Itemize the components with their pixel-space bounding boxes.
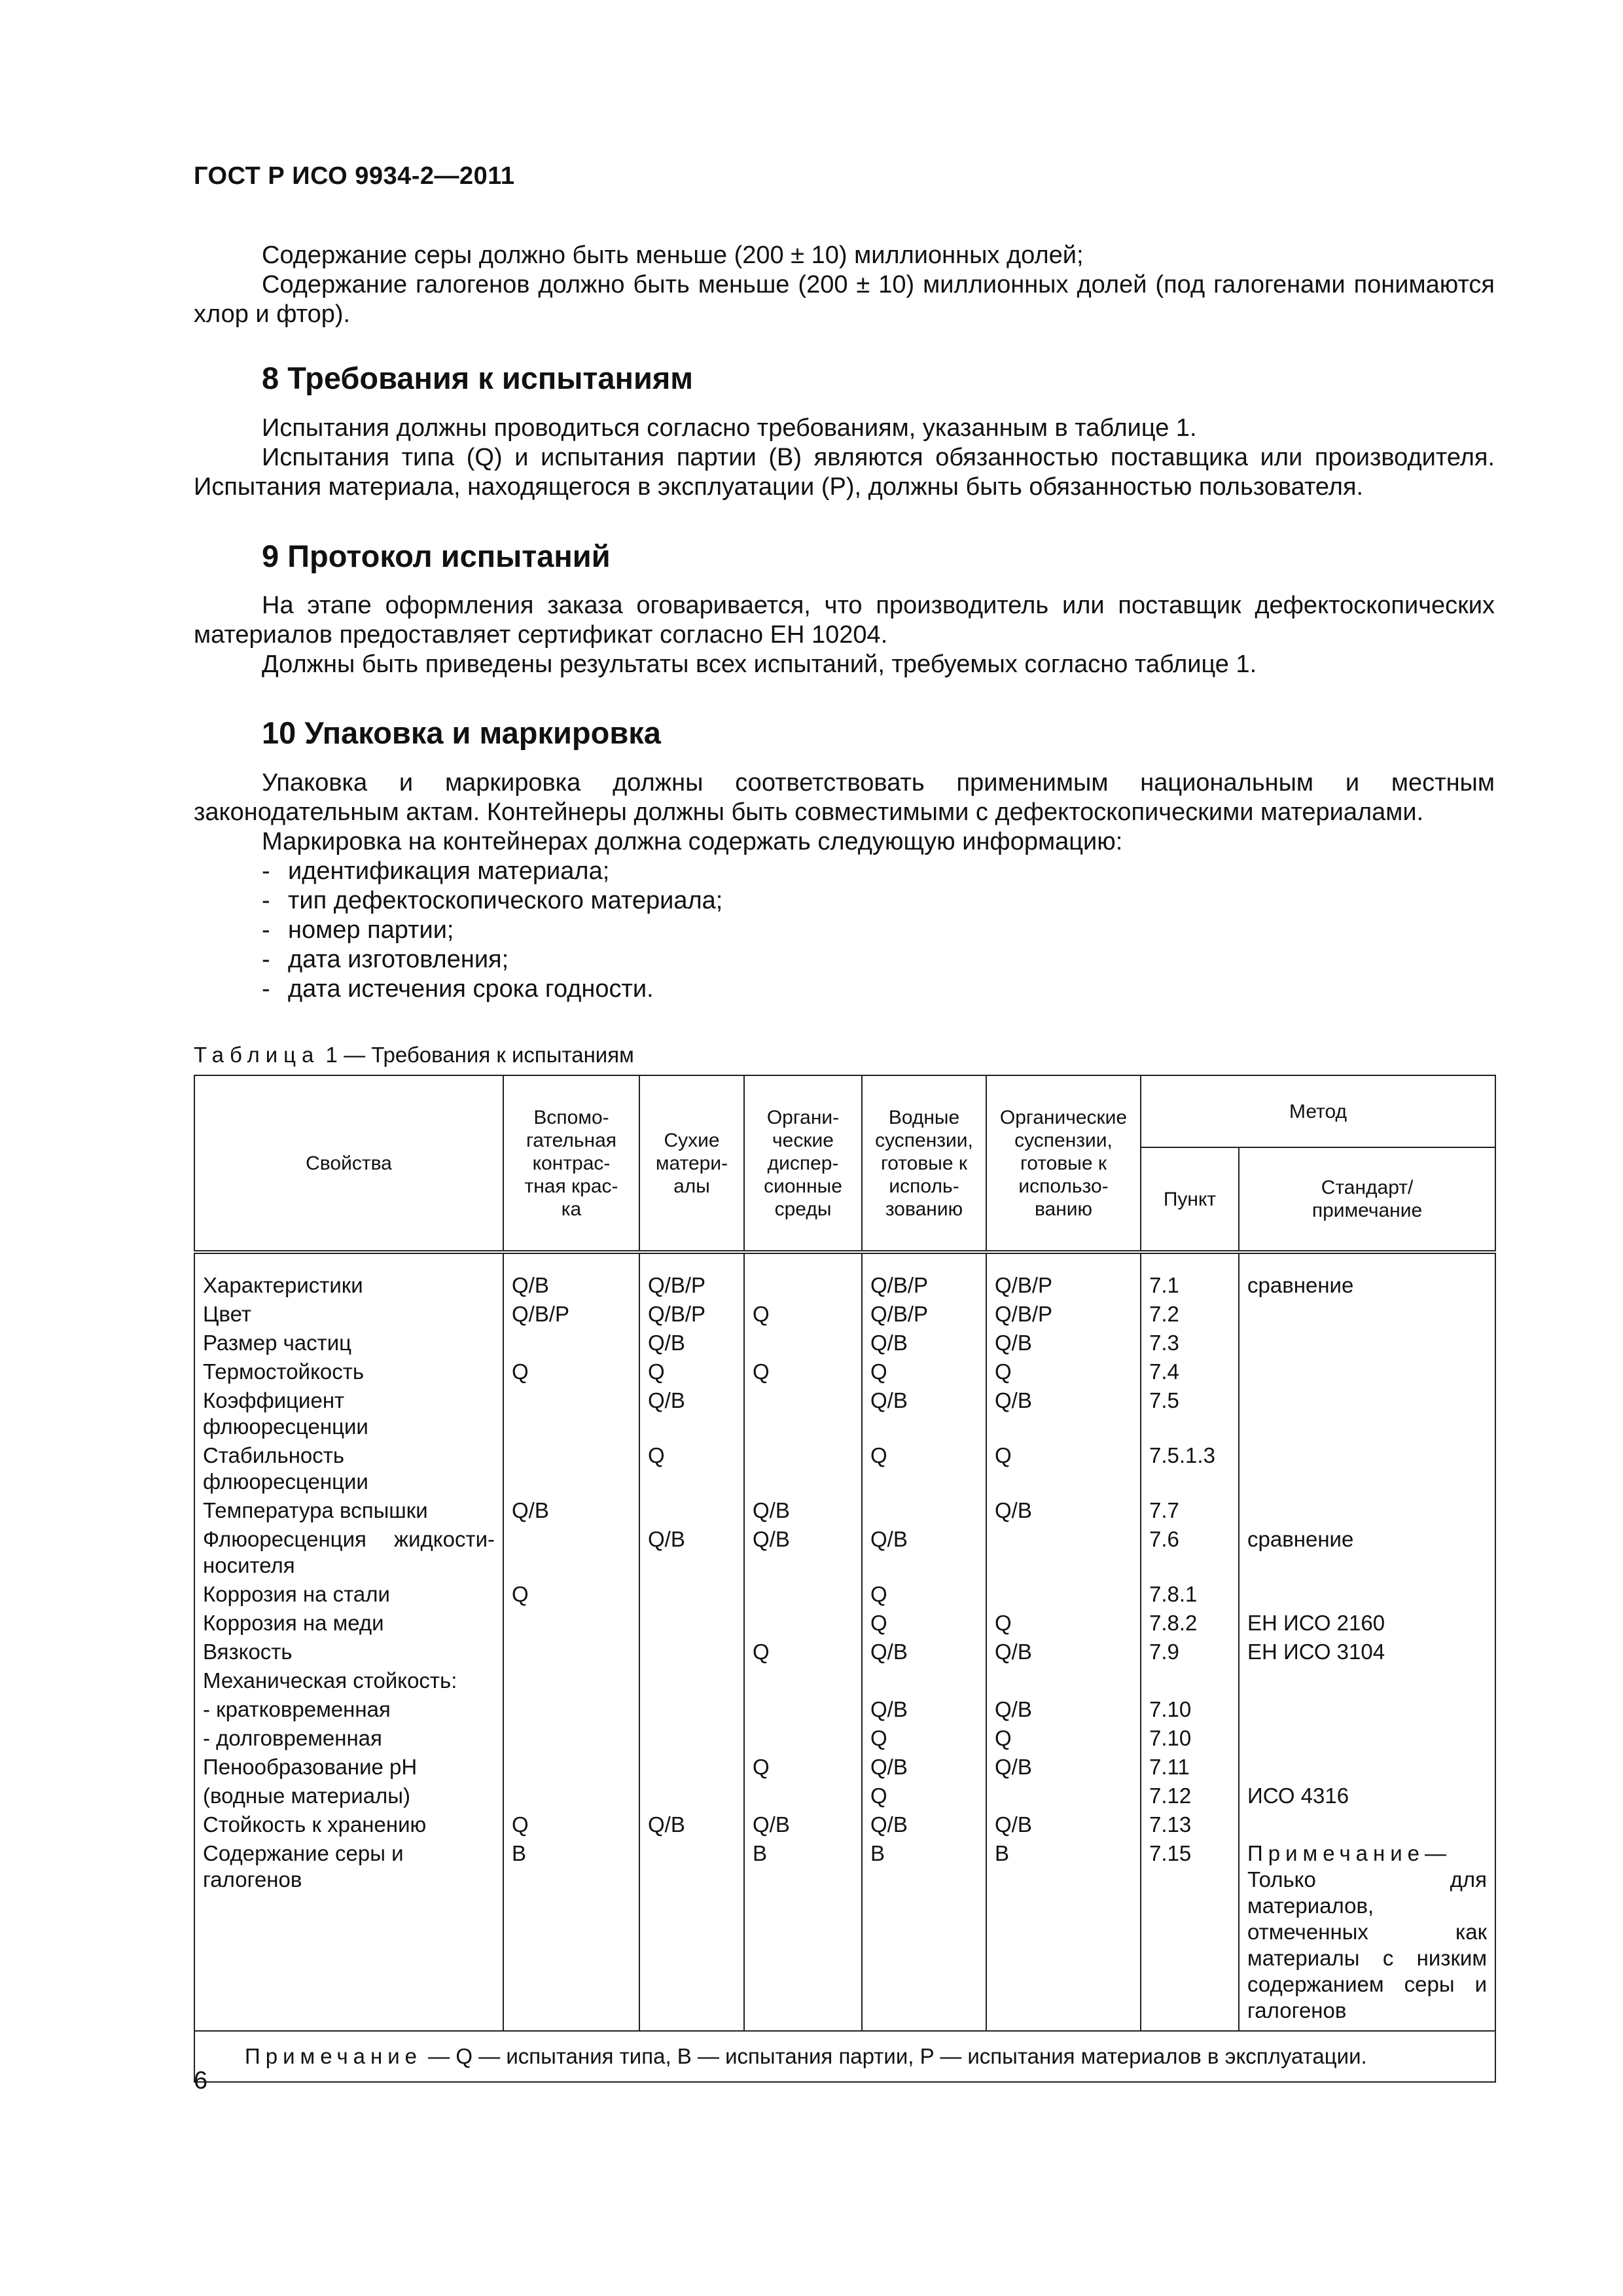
cell-value <box>639 1607 744 1636</box>
cell-standard <box>1239 1356 1495 1385</box>
cell-standard <box>1239 1665 1495 1694</box>
cell-value <box>744 1327 862 1356</box>
cell-point: 7.2 <box>1141 1299 1239 1327</box>
cell-standard <box>1239 1694 1495 1723</box>
cell-property: Цвет <box>194 1299 503 1327</box>
cell-value: Q/B <box>986 1495 1141 1524</box>
header-contrast-paint: Вспомо- гательная контрас- тная крас- ка <box>503 1075 639 1252</box>
document-header: ГОСТ Р ИСО 9934-2—2011 <box>194 162 515 190</box>
table-row <box>194 1723 1495 1751</box>
cell-point: 7.3 <box>1141 1327 1239 1356</box>
table-row <box>194 1495 1495 1524</box>
cell-property: - долговременная <box>194 1723 503 1751</box>
section-9-title: 9 Протокол испытаний <box>262 539 611 573</box>
cell-point: 7.7 <box>1141 1495 1239 1524</box>
cell-value <box>503 1440 639 1495</box>
cell-value <box>639 1579 744 1607</box>
table-row <box>194 1751 1495 1780</box>
cell-value: Q <box>639 1356 744 1385</box>
cell-property: - кратковременная <box>194 1694 503 1723</box>
page-number: 6 <box>194 2067 208 2094</box>
cell-point: 7.9 <box>1141 1636 1239 1665</box>
cell-standard <box>1239 1723 1495 1751</box>
requirements-table <box>194 1075 1496 2083</box>
table-row <box>194 1299 1495 1327</box>
cell-value <box>639 1694 744 1723</box>
table-row <box>194 1780 1495 1809</box>
header-standard: Стандарт/ примечание <box>1239 1147 1495 1252</box>
cell-property: Стойкость к хранению <box>194 1809 503 1838</box>
cell-value <box>639 1636 744 1665</box>
section-9-paragraph-1: На этапе оформления заказа оговаривается, что производитель или поставщик дефектоскопических материалов предоставляет сертификат согласно ЕН 10204. <box>194 592 1495 649</box>
table-row <box>194 1665 1495 1694</box>
cell-property: Вязкость <box>194 1636 503 1665</box>
cell-property: Пенообразование pH <box>194 1751 503 1780</box>
cell-value: Q/B/P <box>862 1299 986 1327</box>
cell-value <box>744 1579 862 1607</box>
cell-value: Q/B <box>986 1809 1141 1838</box>
cell-value <box>503 1780 639 1809</box>
cell-standard-note <box>1239 1838 1495 2031</box>
section-10-title: 10 Упаковка и маркировка <box>262 715 661 750</box>
cell-point: 7.10 <box>1141 1723 1239 1751</box>
footnote-word: Примечание <box>245 2044 423 2068</box>
cell-value: Q/B <box>639 1385 744 1440</box>
cell-property: Флюоресценция жидкости-носителя <box>194 1524 503 1579</box>
cell-value: Q <box>862 1780 986 1809</box>
cell-value <box>744 1607 862 1636</box>
cell-value: B <box>862 1838 986 2031</box>
cell-standard <box>1239 1751 1495 1780</box>
cell-standard <box>1239 1299 1495 1327</box>
cell-value: Q/B <box>639 1809 744 1838</box>
cell-value: Q <box>862 1356 986 1385</box>
section-8-paragraph-2: Испытания типа (Q) и испытания партии (B) являются обязанностью поставщика или производителя. Испытания материала, находящегося в эксплуатации (P), должны быть обязанностью пользователя. <box>194 444 1495 501</box>
cell-value <box>744 1780 862 1809</box>
cell-value: Q <box>744 1636 862 1665</box>
cell-point: 7.5.1.3 <box>1141 1440 1239 1495</box>
cell-property: (водные материалы) <box>194 1780 503 1809</box>
section-10-paragraph-2: Маркировка на контейнерах должна содержать следующую информацию: <box>262 828 1123 855</box>
table-row <box>194 1385 1495 1440</box>
cell-value <box>744 1440 862 1495</box>
cell-standard <box>1239 1579 1495 1607</box>
cell-value: Q <box>503 1579 639 1607</box>
cell-value <box>503 1385 639 1440</box>
table-row <box>194 1607 1495 1636</box>
cell-value <box>639 1665 744 1694</box>
cell-value: Q <box>862 1607 986 1636</box>
cell-value: Q/B <box>862 1636 986 1665</box>
cell-standard <box>1239 1385 1495 1440</box>
header-organic-suspensions: Органические суспензии, готовые к использо- ванию <box>986 1075 1141 1252</box>
cell-value: B <box>503 1838 639 2031</box>
cell-property: Содержание серы и галогенов <box>194 1838 503 2031</box>
header-properties: Свойства <box>194 1075 503 1252</box>
cell-value: Q/B/P <box>986 1299 1141 1327</box>
list-item: - тип дефектоскопического материала; <box>262 886 1495 916</box>
cell-value: Q/B/P <box>986 1252 1141 1299</box>
cell-value: Q <box>639 1440 744 1495</box>
cell-point <box>1141 1665 1239 1694</box>
cell-value: Q/B <box>862 1524 986 1579</box>
cell-property: Стабильность флюоресценции <box>194 1440 503 1495</box>
cell-value <box>503 1607 639 1636</box>
table-row <box>194 1327 1495 1356</box>
cell-value: Q/B/P <box>639 1299 744 1327</box>
table-caption-text: 1 — Требования к испытаниям <box>319 1043 634 1067</box>
cell-value <box>503 1723 639 1751</box>
cell-value: Q <box>986 1607 1141 1636</box>
cell-value: Q/B <box>986 1327 1141 1356</box>
cell-value: Q/B <box>862 1385 986 1440</box>
cell-value: Q/B <box>986 1751 1141 1780</box>
table-row <box>194 1838 1495 2031</box>
table-row <box>194 1440 1495 1495</box>
section-10-paragraph-1: Упаковка и маркировка должны соответствовать применимым национальным и местным законодательным актам. Контейнеры должны быть совместимыми с дефектоскопическими материалами. <box>194 769 1495 826</box>
cell-value <box>862 1665 986 1694</box>
marking-list <box>194 857 1495 1004</box>
cell-value: Q <box>503 1809 639 1838</box>
cell-value <box>744 1252 862 1299</box>
cell-point: 7.8.1 <box>1141 1579 1239 1607</box>
cell-point: 7.15 <box>1141 1838 1239 2031</box>
section-9-paragraph-2: Должны быть приведены результаты всех испытаний, требуемых согласно таблице 1. <box>262 651 1257 678</box>
section-9-body <box>194 591 1495 679</box>
cell-value <box>639 1495 744 1524</box>
cell-value: Q <box>986 1356 1141 1385</box>
cell-value: Q/B <box>639 1524 744 1579</box>
cell-value <box>503 1636 639 1665</box>
table-row <box>194 1356 1495 1385</box>
table-row <box>194 1524 1495 1579</box>
cell-point: 7.6 <box>1141 1524 1239 1579</box>
section-8-body <box>194 414 1495 502</box>
header-point: Пункт <box>1141 1147 1239 1252</box>
header-water-suspensions: Водные суспензии, готовые к исполь- зованию <box>862 1075 986 1252</box>
header-dry-materials: Сухие матери- алы <box>639 1075 744 1252</box>
cell-value <box>744 1665 862 1694</box>
cell-value <box>744 1694 862 1723</box>
cell-value: B <box>744 1838 862 2031</box>
table-footnote-row <box>194 2031 1495 2082</box>
cell-standard: сравнение <box>1239 1252 1495 1299</box>
cell-value <box>986 1524 1141 1579</box>
cell-point: 7.10 <box>1141 1694 1239 1723</box>
cell-property: Размер частиц <box>194 1327 503 1356</box>
cell-value: Q/B/P <box>639 1252 744 1299</box>
cell-value: Q/B <box>862 1694 986 1723</box>
cell-point: 7.13 <box>1141 1809 1239 1838</box>
cell-value <box>986 1665 1141 1694</box>
section-8-title: 8 Требования к испытаниям <box>262 361 694 395</box>
list-item: - номер партии; <box>262 916 1495 945</box>
cell-standard: ЕН ИСО 3104 <box>1239 1636 1495 1665</box>
cell-standard <box>1239 1809 1495 1838</box>
cell-value: Q <box>862 1723 986 1751</box>
cell-value: Q/B <box>744 1524 862 1579</box>
cell-value: Q/B <box>503 1495 639 1524</box>
cell-value: Q <box>744 1299 862 1327</box>
table-row <box>194 1252 1495 1299</box>
cell-standard <box>1239 1327 1495 1356</box>
cell-point: 7.12 <box>1141 1780 1239 1809</box>
cell-value: Q/B <box>503 1252 639 1299</box>
list-item: - дата истечения срока годности. <box>262 975 1495 1004</box>
note-word: Примечание <box>1247 1841 1425 1865</box>
cell-point: 7.11 <box>1141 1751 1239 1780</box>
cell-value: Q/B <box>986 1694 1141 1723</box>
cell-value <box>503 1665 639 1694</box>
section-10-body <box>194 768 1495 1004</box>
cell-value <box>639 1780 744 1809</box>
cell-value <box>639 1751 744 1780</box>
cell-value <box>503 1524 639 1579</box>
cell-value: Q <box>503 1356 639 1385</box>
list-item: - дата изготовления; <box>262 945 1495 975</box>
cell-property: Коэффициент флюоресценции <box>194 1385 503 1440</box>
cell-point: 7.1 <box>1141 1252 1239 1299</box>
cell-value: Q <box>744 1356 862 1385</box>
cell-value: Q/B <box>986 1385 1141 1440</box>
cell-value <box>639 1838 744 2031</box>
table-row <box>194 1636 1495 1665</box>
intro-paragraph-1: Содержание серы должно быть меньше (200 ± 10) миллионных долей; <box>262 242 1084 269</box>
cell-point: 7.8.2 <box>1141 1607 1239 1636</box>
cell-value: Q <box>744 1751 862 1780</box>
cell-value <box>862 1495 986 1524</box>
cell-value: Q <box>862 1440 986 1495</box>
cell-property: Механическая стойкость: <box>194 1665 503 1694</box>
cell-value <box>639 1723 744 1751</box>
cell-property: Коррозия на стали <box>194 1579 503 1607</box>
cell-property: Коррозия на меди <box>194 1607 503 1636</box>
cell-value <box>503 1694 639 1723</box>
cell-value: Q/B <box>744 1809 862 1838</box>
cell-value: Q <box>986 1723 1141 1751</box>
table-row <box>194 1579 1495 1607</box>
list-item: - идентификация материала; <box>262 857 1495 886</box>
cell-value: Q/B <box>862 1809 986 1838</box>
cell-standard: ИСО 4316 <box>1239 1780 1495 1809</box>
section-8-paragraph-1: Испытания должны проводиться согласно требованиям, указанным в таблице 1. <box>262 414 1197 442</box>
cell-value: Q/B <box>744 1495 862 1524</box>
cell-value <box>744 1385 862 1440</box>
cell-value: Q/B/P <box>503 1299 639 1327</box>
cell-standard <box>1239 1495 1495 1524</box>
cell-standard: сравнение <box>1239 1524 1495 1579</box>
intro-paragraph-2: Содержание галогенов должно быть меньше (200 ± 10) миллионных долей (под галогенами понимаются хлор и фтор). <box>194 271 1495 328</box>
table-caption-word: Таблица <box>194 1043 320 1067</box>
cell-value: B <box>986 1838 1141 2031</box>
cell-value <box>986 1780 1141 1809</box>
note-text: — Только для материалов, отмеченных как материалы с низким содержанием серы и галогенов <box>1247 1841 1488 2022</box>
table-footnote <box>194 2031 1495 2082</box>
cell-property: Характеристики <box>194 1252 503 1299</box>
cell-value <box>503 1751 639 1780</box>
table-caption <box>194 1043 634 1067</box>
header-organic-dispersions: Органи- ческие диспер- сионные среды <box>744 1075 862 1252</box>
cell-value <box>986 1579 1141 1607</box>
cell-point: 7.4 <box>1141 1356 1239 1385</box>
cell-standard: ЕН ИСО 2160 <box>1239 1607 1495 1636</box>
table-row <box>194 1809 1495 1838</box>
cell-value: Q <box>986 1440 1141 1495</box>
cell-point: 7.5 <box>1141 1385 1239 1440</box>
cell-value: Q/B/P <box>862 1252 986 1299</box>
cell-value: Q/B <box>862 1751 986 1780</box>
cell-property: Температура вспышки <box>194 1495 503 1524</box>
table-row <box>194 1694 1495 1723</box>
cell-value <box>503 1327 639 1356</box>
cell-property: Термостойкость <box>194 1356 503 1385</box>
cell-value: Q <box>862 1579 986 1607</box>
header-method: Метод <box>1141 1075 1495 1147</box>
cell-value: Q/B <box>986 1636 1141 1665</box>
cell-value <box>744 1723 862 1751</box>
cell-standard <box>1239 1440 1495 1495</box>
footnote-text: — Q — испытания типа, B — испытания партии, P — испытания материалов в эксплуатации. <box>422 2044 1367 2068</box>
cell-value: Q/B <box>862 1327 986 1356</box>
cell-value: Q/B <box>639 1327 744 1356</box>
intro-block <box>194 241 1495 329</box>
